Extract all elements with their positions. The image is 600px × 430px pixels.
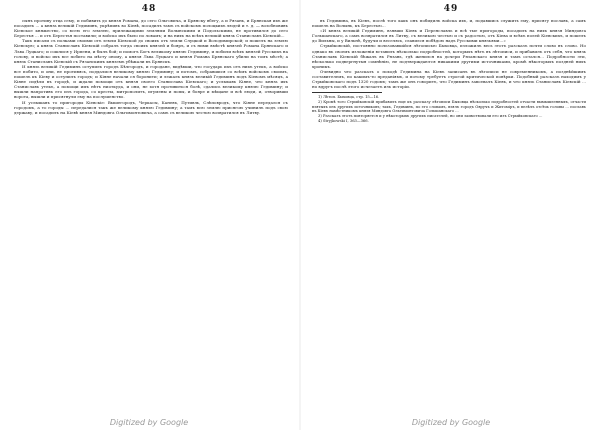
footnote: 3) Разсказъ этотъ повторяется и у нѣкоторыхъ другихъ писателей, но они заимствовали его изъ Стрыйковскаго ... (318, 114, 543, 119)
watermark-text: Digitized by Google (411, 418, 491, 427)
paragraph: «И князь великій Гедиминъ, взявши Кіевъ и Переяславль и всѣ тые пригороды, посадилъ на нихъ князя Миндовга Гольшанскаго, а самъ возвратился въ Литву, съ великою честью и съ радостью, отъ Кіева и всѣхъ полей Кіевскихъ, и пошелъ до Вильны, и у Вильнѣ, будучи и веселясь, славился побѣдою надъ Русскими князьями...» (312, 28, 586, 44)
paragraph: сынъ противу отца сему, и побивить до князя Романа, до сего Ольговича, и Брянску вбегу, а и Рязань, и Брянская ихъ же посадилъ ... а князь великій Гедиминъ, укрѣпивъ во Кіевѣ, посадилъ тамъ съ войскомъ полоцкихъ людей и т. д. — возобновивъ Кіевское княжество, со всею его землею, прилежащими землями Волынскими и Подольскими, не противился до сего Берестья ... и отъ Берестья поставили; и войско ихъ было по ловамъ; и на нихъ на всѣхъ великій князь Станиславъ Кіевскій... (14, 18, 288, 39)
right-page-body (312, 18, 586, 124)
footnote: 1) Лѣтоп. Быховца, стр. 15—16. (318, 95, 380, 100)
right-page (302, 0, 600, 430)
paragraph: Стрыйковскій, постоянно пользовавшійся лѣтописью Быховца, изложилъ весь этотъ разсказъ почти слово въ слово. Но однако въ своемъ изложеніи вставилъ нѣсколько подробностей, которыхъ нѣтъ въ лѣтописи, и прибавилъ отъ себя, что князь Станиславъ Кіевскій бѣжалъ въ Рязань, гдѣ женился на дочери Рязанскаго князя и тамъ остался... Подробности эти, нѣсколько подвергнутыя сомнѣнію, не подтверждаются никакими другими источниками, кромѣ нѣкоторыхъ поздней нихъ хроникъ. (312, 43, 586, 69)
book-gutter (299, 0, 301, 430)
paragraph: Такъ писали съ полками своими отъ земли Кіевской до своихъ отъ земли Слуцкой и Володимирской; и пошелъ на землю Кіевскую; а князь Станиславъ Кіевскій собралъ тогда своихъ князей и бояръ, и съ ними вмѣстѣ князей Романа Брянскаго и Льва Луцкаго; и сошлися у Ирпени, и былъ бой; и помогъ Богъ великому князю Гедимину, и побили всѣхъ князей Русскихъ на голову, и войско ихъ все побито на мѣсту оному, а князя Льва Луцкаго и князя Романа Брянскаго убили на томъ мѣстѣ; а князь Станиславъ Кіевскій съ Рязанскимъ княземъ убѣжали въ Брянскъ. (14, 38, 288, 64)
paragraph: И князь великій Гедиминъ оступилъ городъ Бѣлгородъ, и городане, видѣвши, что государь ихъ отъ нихъ утекъ, а войско все побито, и они, не противясь, поддалися великому князю Гедимину; и потомъ, собравшися со всѣмъ войскомъ своимъ, пошелъ къ Кіеву и оступилъ городъ; и Кіяне начали ся боронити; и лежалъ князь великій Гедиминъ подъ Кіевомъ мѣсяцъ, а Кіяне сидѣли въ городѣ, и ждали помощи отъ князя своего Станислава Кіевскаго; и услыхавъ Кіяне, что князь ихъ Станиславъ утекъ, а помощи имъ нѣтъ ниоткуда, и они, не хотя противиться болѣ, сдались великому князю Гедимину; и вышли напротивъ его изъ города, со кресты, митрополитъ, игумены и попы, и бояре и мѣщане и всѣ люди, и, отворивши ворота, вышли и присягнули ему на послушенство. (14, 63, 288, 100)
page-number-right: 49 (443, 4, 459, 14)
paragraph: И услышавъ то пригороды Кіевскіе: Вышегородъ, Черкасы, Каневъ, Путивль, Слѣповродъ, что Кіяне передался съ городомъ, а то городы ... передалися такъ же великому князю Гедимину; а тамъ всю землю присягою учинилъ подъ свою державу, и посадилъ на Кіевѣ князя Миндовга Ольгимонтовича, а самъ съ великою честью возвратился въ Литву. (14, 99, 288, 115)
footnote-divider (312, 92, 382, 93)
google-watermark (302, 418, 600, 427)
footnote: 4) Stryjkowski I, 363—366. (318, 118, 369, 123)
footnote: 2) Кромѣ того Стрыйковскій прибавилъ еще къ разсказу лѣтописи Быховца нѣсколько подробностей отчасти вымышленныхъ, отчасти взятыхъ изъ другихъ источниковъ; такъ, Гедиминъ, по его словамъ, взялъ городъ Овручъ и Житоміръ, и велѣлъ отсѣчь головы ... пославъ въ Кіевъ намѣстникомъ князя Миндовга Ольгимонтовича Гольшанскаго ... (312, 100, 586, 114)
page-number-left: 48 (141, 4, 157, 14)
watermark-text: Digitized by Google (109, 418, 189, 427)
footnotes (312, 95, 586, 123)
left-page-body (14, 18, 288, 115)
paragraph: въ Гедимина, въ Кіевъ, послѣ того какъ онъ побидилъ войска ихъ, и, подавшись служить ему, присягу пославъ, а самъ пошелъ на Волынь, къ Берестью... (312, 18, 586, 29)
left-page (0, 0, 298, 430)
paragraph: Очевидно что разсказъ о походѣ Гедимина на Кіевъ записанъ въ лѣтописи не современникомъ, а позднѣйшимъ составителемъ, по какимъ-то преданіямъ, и потому требуетъ строгой критической повѣрки. Подобный разсказъ находимъ у Стрыйковскаго подъ 1320 годомъ; тамъ же онъ говоритъ, что Гедиминъ завоевалъ Кіевъ, и что князь Станиславъ Кіевскій ... но вдругъ послѣ этого исчезаетъ изъ исторіи. (312, 68, 586, 90)
google-watermark (0, 418, 298, 427)
